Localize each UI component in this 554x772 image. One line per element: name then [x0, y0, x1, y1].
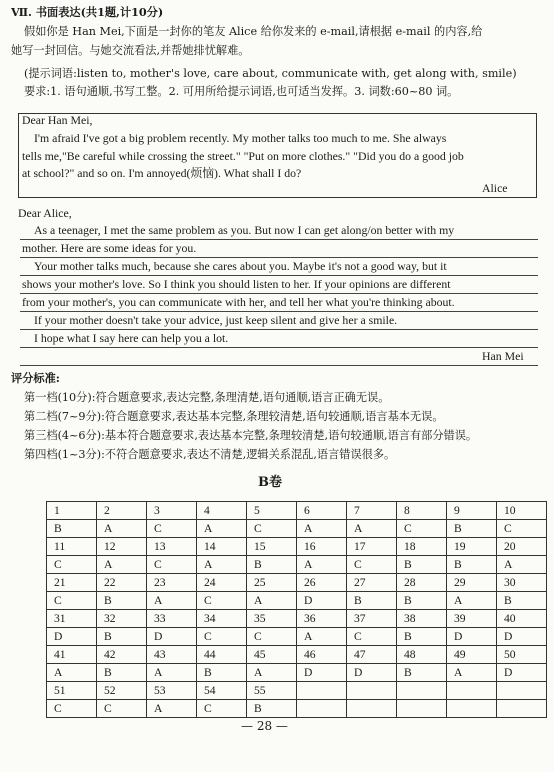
answer-cell: C [197, 592, 247, 610]
table-row [47, 520, 547, 538]
letter-line-1: I'm afraid I've got a big problem recently. My mother talks too much to me. She always [34, 131, 447, 145]
answer-signature: Han Mei [482, 349, 524, 363]
table-row [47, 592, 547, 610]
answer-cell: A [147, 592, 197, 610]
question-number-cell: 6 [297, 502, 347, 520]
answer-cell: B [247, 556, 297, 574]
answer-cell: A [97, 520, 147, 538]
answer-cell: B [47, 520, 97, 538]
answer-line-2: mother. Here are some ideas for you. [22, 241, 197, 255]
question-number-cell: 53 [147, 682, 197, 700]
answer-cell: C [147, 520, 197, 538]
question-number-cell: 16 [297, 538, 347, 556]
table-row [47, 556, 547, 574]
question-number-cell: 47 [347, 646, 397, 664]
answer-cell: A [297, 556, 347, 574]
question-number-cell: 33 [147, 610, 197, 628]
answer-cell: B [397, 664, 447, 682]
question-number-cell: 48 [397, 646, 447, 664]
answer-line-3: Your mother talks much, because she cares about you. Maybe it's not a good way, but it [34, 259, 447, 273]
question-number-cell: 29 [447, 574, 497, 592]
question-number-cell: 21 [47, 574, 97, 592]
question-number-cell: 43 [147, 646, 197, 664]
answer-cell: A [447, 592, 497, 610]
writing-rule [20, 347, 538, 348]
question-number-cell: 20 [497, 538, 547, 556]
answer-cell: B [497, 592, 547, 610]
answer-cell: A [97, 556, 147, 574]
answer-cell: C [347, 628, 397, 646]
question-number-cell: 52 [97, 682, 147, 700]
table-row [47, 646, 547, 664]
answer-cell: A [347, 520, 397, 538]
answer-line-7: I hope what I say here can help you a lot. [34, 331, 229, 345]
question-number-cell: 14 [197, 538, 247, 556]
table-row [47, 682, 547, 700]
writing-rule [20, 329, 538, 330]
question-number-cell: 44 [197, 646, 247, 664]
answer-cell: A [147, 700, 197, 718]
question-number-cell: 30 [497, 574, 547, 592]
writing-rule [20, 239, 538, 240]
question-number-cell: 24 [197, 574, 247, 592]
question-number-cell: 9 [447, 502, 497, 520]
answer-cell: D [447, 628, 497, 646]
question-number-cell: 10 [497, 502, 547, 520]
question-number-cell: 55 [247, 682, 297, 700]
writing-rule [20, 293, 538, 294]
letter-line-3: at school?" and so on. I'm annoyed(烦恼). What shall I do? [22, 166, 302, 180]
scoring-tier-3: 第三档(4~6分):基本符合题意要求,表达基本完整,条理较清楚,语句较通顺,语言有部分错误。 [24, 429, 478, 442]
b-section-title: B卷 [258, 475, 282, 490]
answer-cell: A [297, 628, 347, 646]
answer-cell: C [47, 556, 97, 574]
question-number-cell: 37 [347, 610, 397, 628]
table-row [47, 574, 547, 592]
answer-cell: C [47, 592, 97, 610]
answer-cell: D [147, 628, 197, 646]
writing-rule [20, 365, 538, 366]
answer-line-5: from your mother's, you can communicate with her, and tell her what you're thinking about. [22, 295, 455, 309]
answer-cell: C [247, 628, 297, 646]
answer-cell: B [397, 592, 447, 610]
answer-cell: B [97, 664, 147, 682]
prompt-line-1: 假如你是 Han Mei,下面是一封你的笔友 Alice 给你发来的 e-mail,请根据 e-mail 的内容,给 [24, 25, 483, 38]
answer-cell: B [347, 592, 397, 610]
question-number-cell: 41 [47, 646, 97, 664]
question-number-cell [297, 682, 347, 700]
answer-cell [447, 700, 497, 718]
answer-cell: D [497, 664, 547, 682]
answer-cell: C [397, 520, 447, 538]
question-number-cell: 54 [197, 682, 247, 700]
answer-cell: D [297, 592, 347, 610]
answer-cell: C [497, 520, 547, 538]
question-number-cell: 5 [247, 502, 297, 520]
answer-greeting: Dear Alice, [18, 206, 72, 220]
question-number-cell: 26 [297, 574, 347, 592]
answer-cell [497, 700, 547, 718]
question-number-cell: 39 [447, 610, 497, 628]
question-number-cell [347, 682, 397, 700]
question-number-cell: 42 [97, 646, 147, 664]
question-number-cell: 13 [147, 538, 197, 556]
answer-cell: C [347, 556, 397, 574]
letter-greeting: Dear Han Mei, [22, 113, 93, 127]
answer-cell: C [197, 700, 247, 718]
scoring-title: 评分标准: [11, 371, 60, 385]
question-number-cell [397, 682, 447, 700]
answer-cell: D [47, 628, 97, 646]
answer-cell: A [197, 556, 247, 574]
question-number-cell: 46 [297, 646, 347, 664]
answer-cell: B [247, 700, 297, 718]
answer-cell: C [247, 520, 297, 538]
question-number-cell: 49 [447, 646, 497, 664]
question-number-cell: 19 [447, 538, 497, 556]
answer-cell: B [397, 628, 447, 646]
scoring-tier-1: 第一档(10分):符合题意要求,表达完整,条理清楚,语句通顺,语言正确无误。 [24, 391, 390, 404]
answer-line-6: If your mother doesn't take your advice, just keep silent and give her a smile. [34, 313, 398, 327]
table-row [47, 664, 547, 682]
question-number-cell: 8 [397, 502, 447, 520]
answer-cell [347, 700, 397, 718]
answer-line-4: shows your mother's love. So I think you should listen to her. If your opinions are different [22, 277, 451, 291]
answer-cell: A [497, 556, 547, 574]
answer-cell: C [47, 700, 97, 718]
table-row [47, 610, 547, 628]
answer-cell: B [397, 556, 447, 574]
answer-cell: A [147, 664, 197, 682]
answer-cell: C [147, 556, 197, 574]
answer-cell: A [47, 664, 97, 682]
question-number-cell: 36 [297, 610, 347, 628]
question-number-cell: 32 [97, 610, 147, 628]
question-number-cell: 11 [47, 538, 97, 556]
table-row [47, 628, 547, 646]
answer-cell: D [347, 664, 397, 682]
answer-cell: D [297, 664, 347, 682]
answer-cell: A [447, 664, 497, 682]
page-number: — 28 — [241, 719, 288, 733]
answer-cell: B [197, 664, 247, 682]
question-number-cell: 38 [397, 610, 447, 628]
table-row [47, 700, 547, 718]
question-number-cell: 25 [247, 574, 297, 592]
question-number-cell: 28 [397, 574, 447, 592]
question-number-cell: 34 [197, 610, 247, 628]
answer-cell: B [97, 592, 147, 610]
question-number-cell: 22 [97, 574, 147, 592]
question-number-cell: 45 [247, 646, 297, 664]
answer-cell: A [247, 592, 297, 610]
question-number-cell: 18 [397, 538, 447, 556]
question-number-cell: 40 [497, 610, 547, 628]
hint-words: (提示词语:listen to, mother's love, care about, communicate with, get along with, smile) [24, 67, 517, 80]
question-number-cell: 7 [347, 502, 397, 520]
question-number-cell: 51 [47, 682, 97, 700]
answer-line-1: As a teenager, I met the same problem as you. But now I can get along/on better with my [34, 223, 455, 237]
question-number-cell: 50 [497, 646, 547, 664]
section-title: Ⅶ. 书面表达(共1题,计10分) [11, 5, 164, 19]
answer-cell: D [497, 628, 547, 646]
answer-cell: A [247, 664, 297, 682]
answer-cell: B [447, 520, 497, 538]
requirements: 要求:1. 语句通顺,书写工整。2. 可用所给提示词语,也可适当发挥。3. 词数:60~80 词。 [24, 85, 459, 98]
writing-rule [20, 257, 538, 258]
writing-rule [20, 311, 538, 312]
question-number-cell: 4 [197, 502, 247, 520]
prompt-line-2: 她写一封回信。与她交流看法,并帮她排忧解难。 [11, 44, 250, 57]
letter-signature: Alice [482, 181, 508, 195]
question-number-cell: 35 [247, 610, 297, 628]
answer-cell: A [197, 520, 247, 538]
question-number-cell: 23 [147, 574, 197, 592]
question-number-cell: 2 [97, 502, 147, 520]
answer-cell: C [97, 700, 147, 718]
question-number-cell: 27 [347, 574, 397, 592]
table-row [47, 502, 547, 520]
question-number-cell [447, 682, 497, 700]
answer-cell [397, 700, 447, 718]
writing-rule [20, 275, 538, 276]
question-number-cell: 12 [97, 538, 147, 556]
letter-line-2: tells me,"Be careful while crossing the street." "Put on more clothes." "Did you do a good job [22, 149, 464, 163]
answer-table [46, 501, 547, 718]
question-number-cell: 31 [47, 610, 97, 628]
answer-cell: A [297, 520, 347, 538]
scoring-tier-4: 第四档(1~3分):不符合题意要求,表达不清楚,逻辑关系混乱,语言错误很多。 [24, 448, 396, 461]
question-number-cell: 3 [147, 502, 197, 520]
question-number-cell: 15 [247, 538, 297, 556]
answer-cell: B [447, 556, 497, 574]
question-number-cell: 1 [47, 502, 97, 520]
answer-cell: C [197, 628, 247, 646]
scoring-tier-2: 第二档(7~9分):符合题意要求,表达基本完整,条理较清楚,语句较通顺,语言基本无误。 [24, 410, 444, 423]
question-number-cell: 17 [347, 538, 397, 556]
answer-cell [297, 700, 347, 718]
table-row [47, 538, 547, 556]
question-number-cell [497, 682, 547, 700]
answer-cell: B [97, 628, 147, 646]
